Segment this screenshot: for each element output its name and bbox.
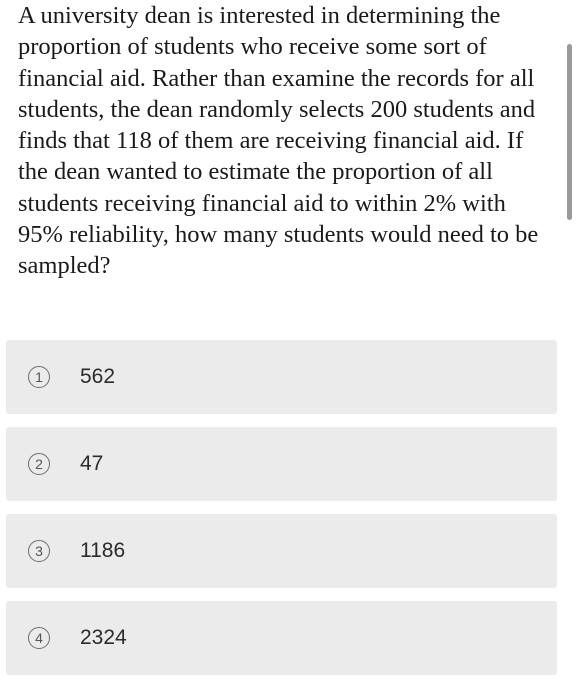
option-number-badge: 3 <box>28 540 50 562</box>
answer-option-1[interactable] <box>6 340 557 414</box>
answer-option-2[interactable] <box>6 427 557 501</box>
option-number-badge: 1 <box>28 366 50 388</box>
option-label: 1186 <box>80 539 126 562</box>
answer-option-3[interactable] <box>6 514 557 588</box>
option-number-badge: 2 <box>28 453 50 475</box>
question-text: A university dean is interested in determining the proportion of students who receive some sort of financial aid. Rather than examine the records for all students, the dean randomly selects 200 students and finds that 118 of them are receiving financial aid. If the dean wanted to estimate the proportion of all students receiving financial aid to within 2% with 95% reliability, how many students would need to be sampled? <box>18 2 539 280</box>
scrollbar[interactable] <box>567 44 572 220</box>
option-number-badge: 4 <box>28 627 50 649</box>
option-label: 2324 <box>80 626 127 649</box>
option-label: 562 <box>80 365 116 388</box>
option-label: 47 <box>80 452 104 475</box>
answer-option-4[interactable] <box>6 601 557 675</box>
